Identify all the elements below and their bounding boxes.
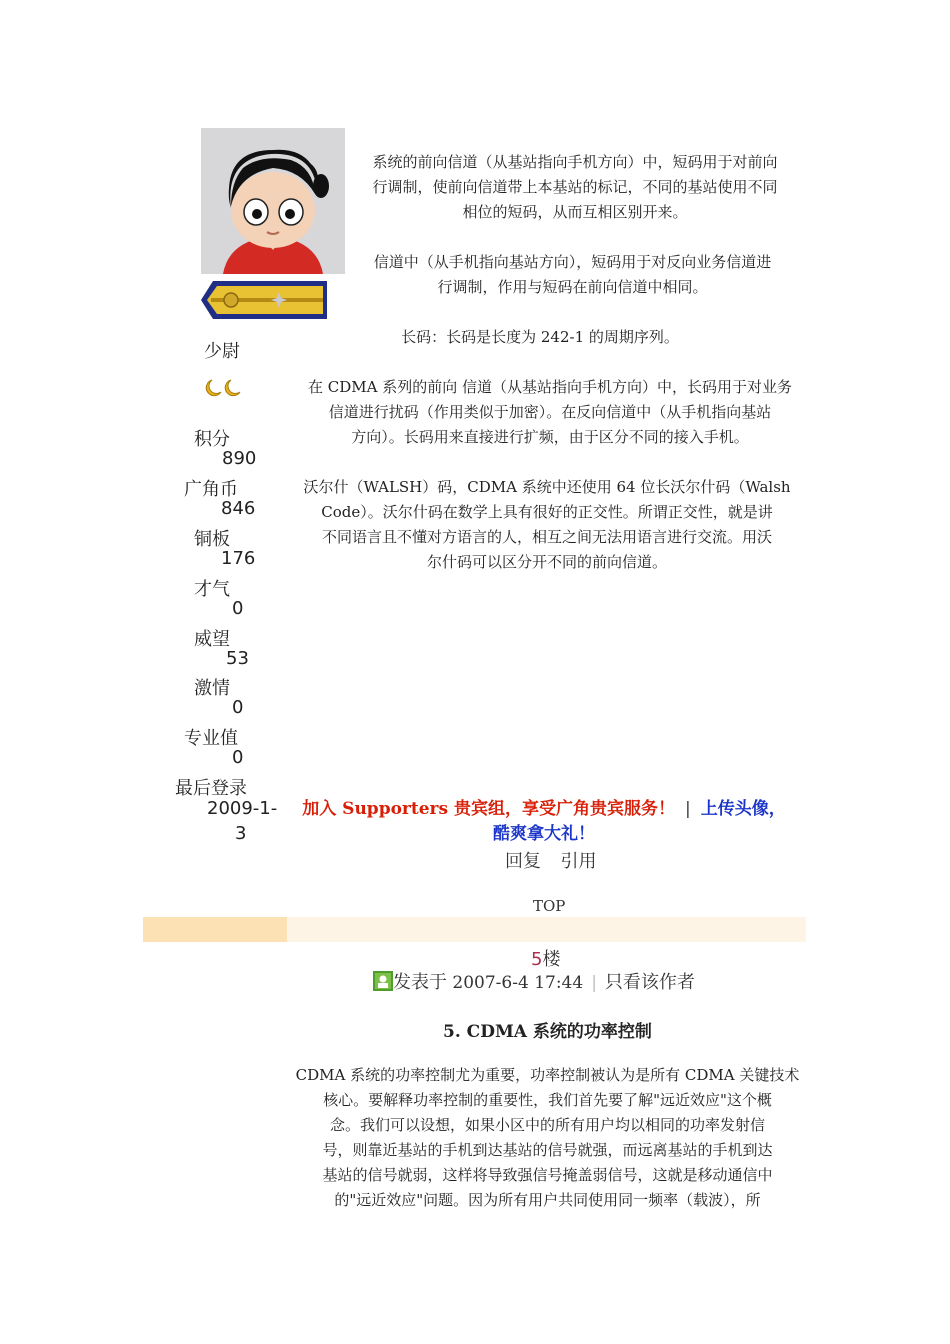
- floor-number[interactable]: 5: [531, 949, 543, 970]
- reply-button[interactable]: 回复: [505, 851, 541, 872]
- post5-heading: 5. CDMA 系统的功率控制: [443, 1022, 652, 1042]
- post4-paragraph-3: 长码：长码是长度为 242-1 的周期序列。: [401, 328, 679, 346]
- stat-label-points: 积分: [194, 429, 230, 450]
- stat-value-copper: 176: [221, 548, 256, 569]
- post-actions: [505, 847, 596, 873]
- promo-banner: [282, 797, 806, 847]
- stat-value-prestige: 53: [226, 648, 249, 669]
- upload-avatar-link[interactable]: 上传头像，: [700, 799, 786, 819]
- rank-title: 少尉: [204, 341, 240, 362]
- stat-label-prestige: 威望: [194, 629, 230, 650]
- promo-separator: |: [685, 799, 691, 819]
- post-separator-right: [287, 917, 806, 942]
- author-only-link[interactable]: 只看该作者: [604, 972, 695, 993]
- stat-label-copper: 铜板: [194, 529, 230, 550]
- posted-prefix: 发表于: [393, 972, 447, 993]
- post4-paragraph-1: 系统的前向信道（从基站指向手机方向）中，短码用于对前向 行调制，使前向信道带上本基站的标记，不同的基站使用不同 相位的短码，从而互相区别开来。: [372, 153, 778, 221]
- posted-time: 2007-6-4 17:44: [452, 973, 584, 993]
- post4-paragraph-4: 在 CDMA 系列的前向 信道（从基站指向手机方向）中，长码用于对业务 信道进行扰码（作用类似于加密）。在反向信道中（从手机指向基站 方向）。长码用来直接进行扩频，由于区分不同的接入手机。: [307, 378, 792, 446]
- supporters-link[interactable]: 加入 Supporters 贵宾组，享受广角贵宾服务！: [302, 799, 675, 819]
- post4-paragraph-5: 沃尔什（WALSH）码，CDMA 系统中还使用 64 位长沃尔什码（Walsh Code）。沃尔什码在数学上具有很好的正交性。所谓正交性，就是讲 不同语言且不懂对方语言的人，相互之间无法用语言进行交流。用沃 尔什码可以区分开不同的前向信道。: [303, 478, 791, 571]
- stat-label-passion: 激情: [194, 678, 230, 699]
- stat-value-points: 890: [222, 448, 257, 469]
- stat-label-coins: 广角币: [184, 479, 238, 500]
- stat-label-expertise: 专业值: [184, 728, 238, 749]
- stat-label-last-login: 最后登录: [175, 778, 247, 799]
- upload-avatar-link-cont[interactable]: 酷爽拿大礼！: [493, 824, 595, 844]
- stat-label-talent: 才气: [194, 579, 230, 600]
- quote-button[interactable]: 引用: [560, 851, 597, 872]
- post-separator-left: [143, 917, 287, 942]
- stat-value-coins: 846: [221, 498, 256, 519]
- post-meta: 发表于 2007-6-4 17:44 | 只看该作者: [373, 968, 695, 994]
- stat-value-last-login-cont: 3: [235, 823, 247, 844]
- back-to-top-link[interactable]: TOP: [533, 897, 566, 915]
- moon-rating-icon: [203, 378, 243, 398]
- stat-value-expertise: 0: [232, 747, 244, 768]
- rank-insignia-icon: [201, 279, 327, 321]
- post5-body: CDMA 系统的功率控制尤为重要，功率控制被认为是所有 CDMA 关键技术 核心。要解释功率控制的重要性，我们首先要了解"远近效应"这个概 念。我们可以设想，如果小区中的所有用户均以相同的功率发射信 号，则靠近基站的手机到达基站的信号就强，而远离基站的手机到达 基站的信号就弱，这样将导致强信号掩盖弱信号，这就是移动通信中 的"远近效应"问题。因为所有用户共同使用同一频率（载波），所: [295, 1066, 800, 1209]
- stat-value-talent: 0: [232, 598, 244, 619]
- floor-suffix: 楼: [542, 949, 561, 970]
- stat-value-passion: 0: [232, 697, 244, 718]
- avatar[interactable]: [201, 128, 345, 274]
- post4-paragraph-2: 信道中（从手机指向基站方向），短码用于对反向业务信道进 行调制，作用与短码在前向信道中相同。: [373, 253, 772, 296]
- stat-value-last-login: 2009-1-: [207, 798, 278, 819]
- post-icon: [373, 971, 393, 991]
